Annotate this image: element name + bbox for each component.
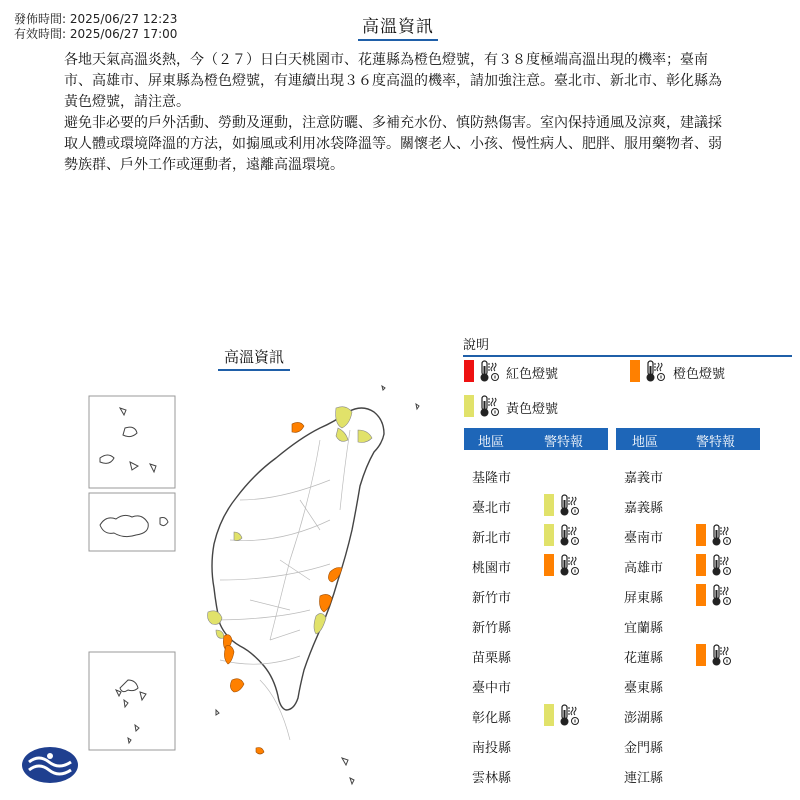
region-name: 彰化縣 — [472, 711, 512, 726]
table-row — [616, 520, 760, 550]
pingtung-orange-2 — [256, 748, 264, 755]
table-header-right — [616, 428, 760, 450]
region-name: 花蓮縣 — [624, 651, 664, 666]
thermometer-icon — [558, 553, 580, 577]
column-warning: 警特報 — [696, 435, 736, 450]
table-header-left — [464, 428, 608, 450]
thermometer-icon — [478, 359, 500, 383]
warning-swatch-orange — [544, 554, 554, 576]
table-row — [464, 640, 608, 670]
thermometer-icon — [558, 523, 580, 547]
thermometer-icon — [710, 553, 732, 577]
table-row — [464, 490, 608, 520]
column-region: 地區 — [478, 435, 505, 450]
table-row — [616, 640, 760, 670]
table-row — [464, 610, 608, 640]
description-paragraph-1: 各地天氣高溫炎熱，今（２７）日白天桃園市、花蓮縣為橙色燈號，有３８度極端高溫出現的機率；臺南市、高雄市、屏東縣為橙色燈號，有連續出現３６度高溫的機率，請加強注意。臺北市、新北市、彰化縣為黃色燈號，請注意。 — [64, 52, 722, 110]
hualien-orange-2 — [320, 594, 333, 612]
table-row — [464, 460, 608, 490]
region-name: 屏東縣 — [624, 591, 664, 606]
region-name: 臺東縣 — [624, 681, 664, 696]
timestamp-block — [14, 12, 177, 42]
region-name: 宜蘭縣 — [624, 621, 664, 636]
legend-red-swatch — [464, 360, 474, 382]
column-warning: 警特報 — [544, 435, 584, 450]
legend-title: 說明 — [463, 334, 792, 357]
region-name: 基隆市 — [472, 471, 512, 486]
taiwan-map — [80, 380, 450, 800]
description — [64, 50, 732, 176]
map-title: 高溫資訊 — [218, 346, 290, 371]
legend-yellow-label: 黃色燈號 — [506, 402, 559, 417]
table-row — [616, 700, 760, 730]
legend-orange-label: 橙色燈號 — [673, 367, 726, 382]
legend-orange-swatch — [630, 360, 640, 382]
region-name: 南投縣 — [472, 741, 512, 756]
table-row — [616, 730, 760, 760]
thermometer-icon — [644, 359, 666, 383]
region-name: 金門縣 — [624, 741, 664, 756]
column-region: 地區 — [632, 435, 659, 450]
region-name: 新竹市 — [472, 591, 512, 606]
region-name: 雲林縣 — [472, 771, 512, 786]
region-name: 苗栗縣 — [472, 651, 512, 666]
region-name: 桃園市 — [472, 561, 512, 576]
region-name: 臺南市 — [624, 531, 664, 546]
table-row — [616, 490, 760, 520]
table-row — [464, 580, 608, 610]
kaohsiung-orange — [224, 646, 234, 664]
hualien-yellow — [314, 613, 326, 634]
taiwan-main-island — [212, 408, 384, 710]
taoyuan-orange — [292, 422, 304, 432]
region-name: 嘉義市 — [624, 471, 664, 486]
table-row — [616, 460, 760, 490]
warning-swatch-orange — [696, 524, 706, 546]
thermometer-icon — [710, 583, 732, 607]
region-name: 連江縣 — [624, 771, 664, 786]
description-paragraph-2: 避免非必要的戶外活動、勞動及運動，注意防曬、多補充水份、慎防熱傷害。室內保持通風及涼爽，建議採取人體或環境降溫的方法，如搧風或利用冰袋降溫等。關懷老人、小孩、慢性病人、肥胖、服用藥物者、弱勢族群、戶外工作或運動者，遠離高溫環境。 — [64, 115, 722, 173]
warning-swatch-yellow — [544, 494, 554, 516]
table-row — [616, 670, 760, 700]
warning-swatch-orange — [696, 554, 706, 576]
cwa-logo — [21, 746, 79, 784]
table-row — [464, 700, 608, 730]
valid-time: 有效時間: 2025/06/27 17:00 — [14, 27, 178, 41]
region-name: 高雄市 — [624, 561, 664, 576]
thermometer-icon — [710, 643, 732, 667]
table-row — [464, 550, 608, 580]
table-row — [464, 730, 608, 760]
region-name: 澎湖縣 — [624, 711, 664, 726]
thermometer-icon — [710, 523, 732, 547]
thermometer-icon — [478, 394, 500, 418]
region-name: 嘉義縣 — [624, 501, 664, 516]
warning-swatch-orange — [696, 584, 706, 606]
legend-yellow-swatch — [464, 395, 474, 417]
region-name: 新竹縣 — [472, 621, 512, 636]
issued-time: 發佈時間: 2025/06/27 12:23 — [14, 12, 178, 26]
warning-swatch-yellow — [544, 524, 554, 546]
matsu-inset — [89, 396, 175, 488]
pingtung-orange-1 — [230, 679, 244, 692]
table-row — [616, 760, 760, 790]
table-row — [616, 610, 760, 640]
table-row — [616, 550, 760, 580]
penghu-inset — [89, 652, 175, 750]
region-name: 臺北市 — [472, 501, 512, 516]
table-row — [464, 760, 608, 790]
region-name: 臺中市 — [472, 681, 512, 696]
warning-swatch-yellow — [544, 704, 554, 726]
warning-swatch-orange — [696, 644, 706, 666]
thermometer-icon — [558, 703, 580, 727]
table-row — [464, 520, 608, 550]
table-row — [464, 670, 608, 700]
thermometer-icon — [558, 493, 580, 517]
page-title: 高溫資訊 — [358, 12, 438, 41]
region-name: 新北市 — [472, 531, 512, 546]
legend-red-label: 紅色燈號 — [506, 367, 559, 382]
table-row — [616, 580, 760, 610]
